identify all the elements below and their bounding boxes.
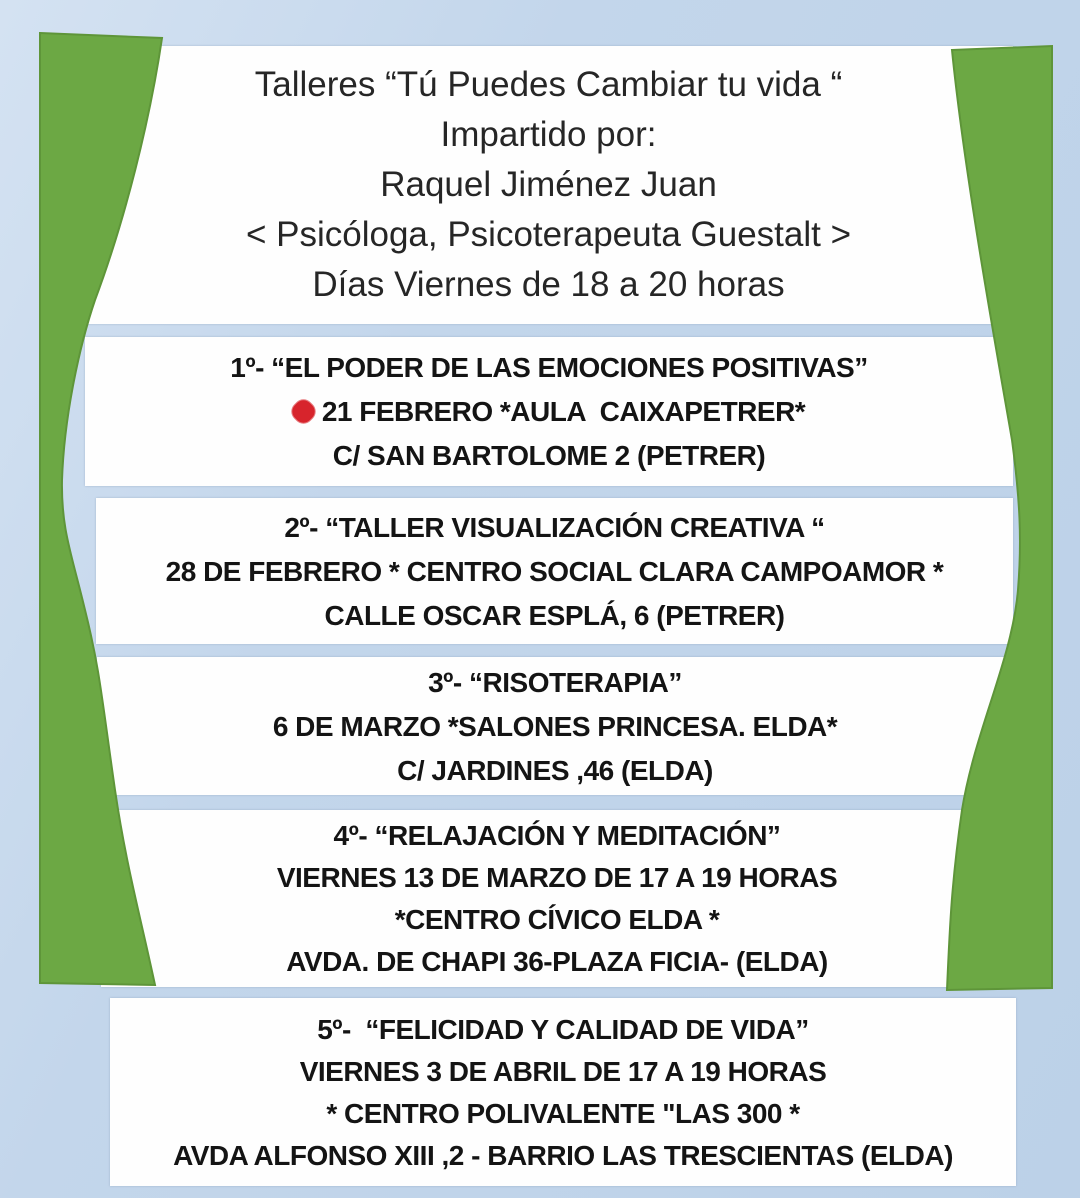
flyer-title: Talleres “Tú Puedes Cambiar tu vida “	[254, 65, 843, 104]
section-3-date-place: 6 DE MARZO *SALONES PRINCESA. ELDA*	[272, 710, 838, 742]
section-5-date-time: VIERNES 3 DE ABRIL DE 17 A 19 HORAS	[299, 1055, 827, 1087]
section-5-place: * CENTRO POLIVALENTE "LAS 300 *	[326, 1097, 800, 1129]
header-line-credentials: < Psicóloga, Psicoterapeuta Guestalt >	[245, 215, 852, 254]
section-1-title: 1º- “EL PODER DE LAS EMOCIONES POSITIVAS”	[230, 352, 868, 383]
header-line-schedule: Días Viernes de 18 a 20 horas	[312, 265, 785, 304]
section-4-title: 4º- “RELAJACIÓN Y MEDITACIÓN”	[333, 820, 781, 851]
section-4-address: AVDA. DE CHAPI 36-PLAZA FICIA- (ELDA)	[286, 946, 828, 977]
section-2-title: 2º- “TALLER VISUALIZACIÓN CREATIVA “	[284, 511, 825, 543]
header-line-speaker: Raquel Jiménez Juan	[380, 165, 717, 204]
section-5-address: AVDA ALFONSO XIII ,2 - BARRIO LAS TRESCIENTAS (ELDA)	[173, 1139, 953, 1171]
section-1-address: C/ SAN BARTOLOME 2 (PETRER)	[332, 440, 766, 471]
section-panel-4	[101, 810, 1013, 987]
section-panel-5	[110, 998, 1016, 1186]
section-3-address: C/ JARDINES ,46 (ELDA)	[397, 754, 713, 786]
section-panel-3	[97, 657, 1013, 795]
section-5-title: 5º- “FELICIDAD Y CALIDAD DE VIDA”	[317, 1013, 809, 1045]
section-3-title: 3º- “RISOTERAPIA”	[428, 666, 682, 698]
section-panel-1	[85, 337, 1013, 486]
section-4-place: *CENTRO CÍVICO ELDA *	[394, 904, 720, 935]
red-diamond-bullet-icon	[288, 397, 318, 427]
section-2-date-place: 28 DE FEBRERO * CENTRO SOCIAL CLARA CAMPOAMOR *	[165, 555, 944, 587]
header-line-impartido: Impartido por:	[440, 115, 657, 154]
header-panel	[60, 46, 1013, 324]
section-2-address: CALLE OSCAR ESPLÁ, 6 (PETRER)	[324, 599, 785, 631]
section-panel-2	[96, 498, 1013, 644]
section-1-date-place	[293, 396, 805, 427]
section-1-date-place-text: 21 FEBRERO *AULA CAIXAPETRER*	[321, 396, 806, 427]
section-4-date-time: VIERNES 13 DE MARZO DE 17 A 19 HORAS	[276, 862, 838, 893]
